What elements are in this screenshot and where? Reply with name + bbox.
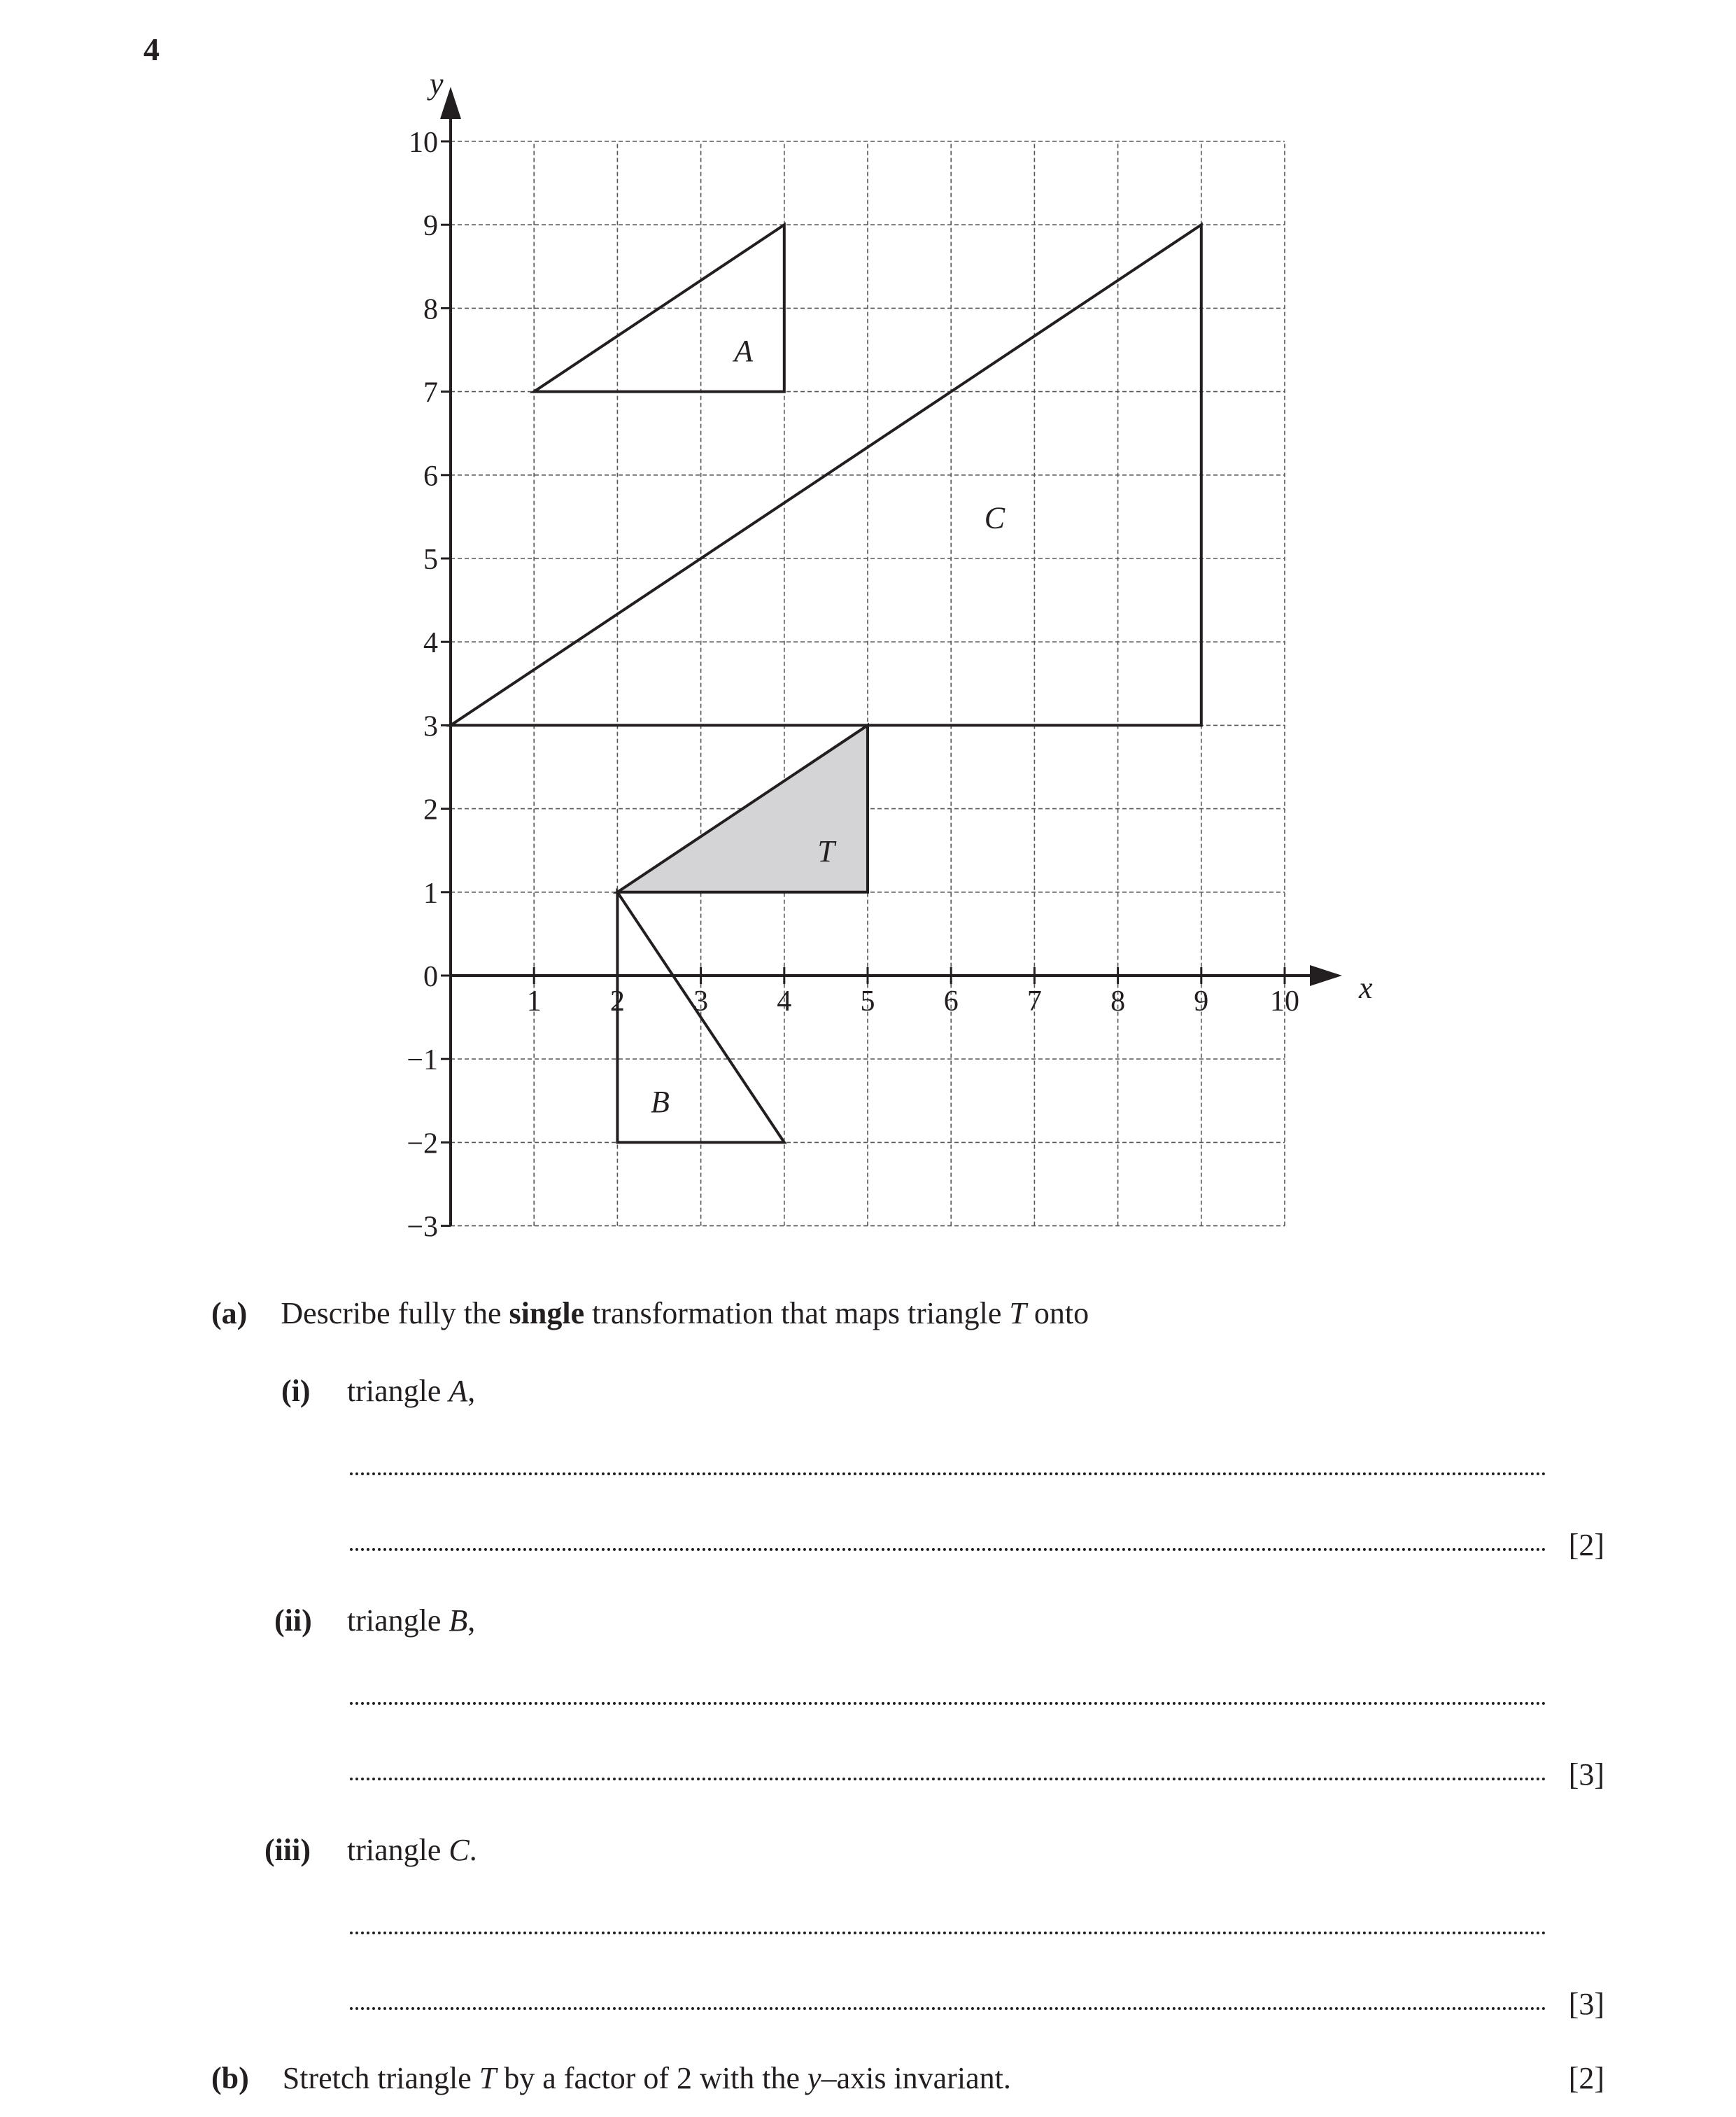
subpart-i-label: (i)	[281, 1374, 311, 1408]
y-tick-label: 5	[423, 544, 438, 576]
subpart-iii-label: (iii)	[264, 1833, 311, 1867]
question-b	[211, 2063, 1011, 2094]
question-a-italic-t: T	[1009, 1296, 1026, 1330]
x-tick-label: 8	[1110, 985, 1126, 1018]
question-a-text-post: onto	[1026, 1296, 1089, 1330]
question-a-text-bold: single	[509, 1296, 585, 1330]
y-tick-label: 6	[423, 460, 438, 493]
x-tick-label: 9	[1194, 985, 1209, 1018]
x-tick-label: 3	[693, 985, 709, 1018]
y-tick-label: 0	[423, 961, 438, 993]
question-b-italic-t: T	[479, 2061, 497, 2095]
answer-line-iii-1[interactable]	[350, 1932, 1546, 1934]
question-a-text-mid: transformation that maps triangle	[584, 1296, 1010, 1330]
triangle-label-c: C	[984, 500, 1005, 535]
question-a-text-pre: Describe fully the	[281, 1296, 509, 1330]
subpart-iii-text	[347, 1835, 477, 1866]
question-b-text-pre: Stretch triangle	[282, 2061, 479, 2095]
x-tick-label: 4	[777, 985, 792, 1018]
y-tick-label: −1	[407, 1044, 438, 1077]
y-tick-label: 1	[423, 877, 438, 910]
subpart-ii-label: (ii)	[274, 1603, 312, 1638]
y-tick-label: 8	[423, 293, 438, 326]
y-tick-label: −2	[407, 1127, 438, 1160]
x-tick-label: 2	[609, 985, 625, 1018]
x-tick-label: 6	[943, 985, 959, 1018]
y-tick-label: 7	[423, 377, 438, 409]
subpart-ii-text-main: triangle	[347, 1603, 449, 1638]
y-tick-label: 10	[409, 127, 438, 159]
question-b-text-post: –axis invariant.	[821, 2061, 1011, 2095]
question-a-label: (a)	[211, 1296, 248, 1330]
page-number: 4	[143, 31, 160, 67]
triangle-label-b: B	[651, 1084, 670, 1119]
subpart-i-text-main: triangle	[347, 1374, 449, 1408]
x-tick-label: 10	[1270, 985, 1299, 1018]
x-tick-label: 7	[1026, 985, 1042, 1018]
triangle-label-a: A	[734, 334, 754, 368]
question-b-text-mid: by a factor of 2 with the	[496, 2061, 808, 2095]
y-axis-label: y	[430, 66, 444, 101]
y-tick-label: 2	[423, 794, 438, 827]
subpart-i-punct: ,	[467, 1374, 476, 1408]
subpart-iii-punct: .	[469, 1833, 477, 1867]
subpart-ii-name: B	[449, 1603, 468, 1638]
answer-line-i-1[interactable]	[350, 1472, 1546, 1475]
x-axis-arrow	[1310, 965, 1342, 986]
subpart-iii-text-main: triangle	[347, 1833, 449, 1867]
answer-line-ii-1[interactable]	[350, 1702, 1546, 1705]
question-b-italic-y: y	[807, 2061, 821, 2095]
x-axis-label: x	[1359, 971, 1373, 1005]
answer-line-iii-2[interactable]	[350, 2007, 1546, 2010]
subpart-ii-punct: ,	[467, 1603, 476, 1638]
triangle-label-t: T	[817, 834, 835, 869]
x-tick-label: 5	[860, 985, 875, 1018]
question-b-label: (b)	[211, 2061, 249, 2095]
answer-line-ii-2[interactable]	[350, 1778, 1546, 1780]
y-tick-label: 9	[423, 210, 438, 243]
subpart-i-text	[347, 1376, 475, 1407]
question-a	[211, 1298, 1089, 1329]
marks-b: [2]	[1568, 2061, 1604, 2095]
subpart-iii-name: C	[449, 1833, 470, 1867]
marks-iii: [3]	[1568, 1987, 1604, 2021]
marks-ii: [3]	[1568, 1757, 1604, 1792]
y-tick-label: −3	[407, 1211, 438, 1244]
subpart-ii-text	[347, 1605, 475, 1636]
marks-i: [2]	[1568, 1528, 1604, 1562]
subpart-i-name: A	[449, 1374, 468, 1408]
y-tick-label: 4	[423, 627, 438, 660]
x-tick-label: 1	[526, 985, 542, 1018]
answer-line-i-2[interactable]	[350, 1548, 1546, 1551]
y-tick-label: 3	[423, 710, 438, 743]
